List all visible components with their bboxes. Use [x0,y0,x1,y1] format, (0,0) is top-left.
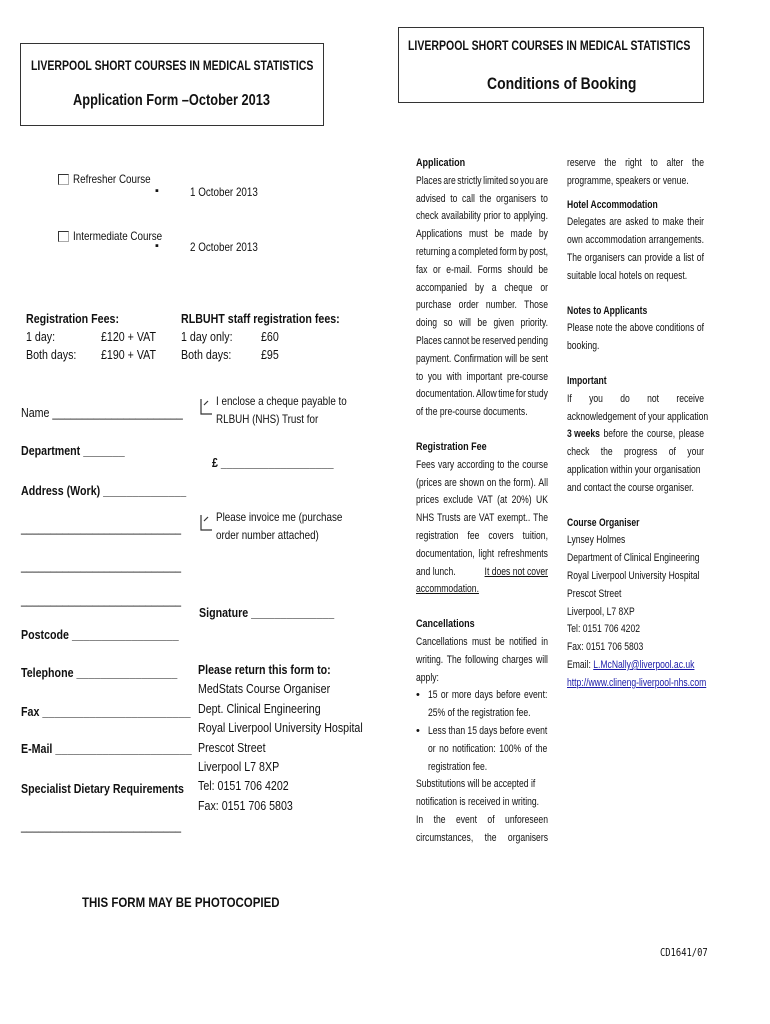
condition-line: suitable local hotels on request. [567,269,688,282]
condition-line: circumstances, the organisers [416,831,548,844]
organiser-line: Department of Clinical Engineering [567,552,700,565]
address-line-4[interactable]: ___________________________ [21,592,182,607]
cheque-option [216,392,375,428]
organiser-email-link[interactable]: L.McNally@liverpool.ac.uk [593,658,695,671]
bullet-icon [416,741,428,759]
organiser-heading: Course Organiser [567,516,640,529]
organiser-line: Lynsey Holmes [567,534,626,547]
condition-line: accompanied by a cheque or [416,281,548,294]
organiser-line: Fax: 0151 706 5803 [567,641,644,654]
cancel-bullet-line [416,723,581,741]
cheque-text-2: RLBUH (NHS) Trust for [216,412,319,426]
condition-line: documentation, light refreshments [416,547,548,560]
organiser-line: Royal Liverpool University Hospital [567,569,700,582]
condition-line: Fees vary according to the course [416,458,548,471]
condition-line: documentation. Allow time for study [416,388,548,401]
left-header-box [20,43,324,126]
dietary-input[interactable]: ___________________________ [21,818,182,833]
fees-heading: Registration Fees: [26,311,120,326]
condition-line: check the progress of your [567,446,704,459]
course-option-intermediate[interactable] [58,229,182,243]
condition-line: NHS Trusts are VAT exempt.. The [416,512,548,525]
condition-line: or no notification: 100% of the [428,742,548,755]
photocopy-note: THIS FORM MAY BE PHOTOCOPIED [82,894,280,910]
refresher-date: 1 October 2013 [190,185,258,199]
organiser-url-link[interactable]: http://www.clineng-liverpool-nhs.com [567,676,707,689]
staff-one-day-label: 1 day only: [181,329,233,344]
address-field[interactable]: Address (Work) ______________ [21,483,187,498]
intermediate-label: Intermediate Course [73,229,163,243]
refresher-checkbox[interactable] [58,174,69,185]
important-weeks-line: 3 weeks before the course, please [567,428,704,441]
email-field[interactable]: E-Mail _______________________ [21,741,192,756]
condition-line: returning a completed form by post, [416,245,548,258]
return-line: Tel: 0151 706 4202 [198,778,289,794]
bullet-icon [416,759,428,777]
dietary-field: Specialist Dietary Requirements [21,781,184,796]
cancel-bullet-line [416,687,581,705]
condition-line: registration fee. [428,760,488,773]
condition-line: registration fee covers tuition, [416,529,548,542]
fee-heading: Registration Fee [416,440,487,453]
condition-line: doing so will be given priority. [416,317,548,330]
condition-line: Places are strictly limited so you are [416,174,548,187]
organiser-line: Tel: 0151 706 4202 [567,623,641,636]
staff-fees [181,310,375,364]
return-heading: Please return this form to: [198,662,331,677]
staff-both-value: £95 [261,347,279,362]
condition-line: If you do not receive [567,392,704,405]
condition-line: Delegates are asked to make their [567,216,704,229]
condition-line: payment. Confirmation will be sent [416,352,548,365]
condition-line: of the pre-course documents. [416,406,528,419]
fee-both-value: £190 + VAT [101,347,157,362]
form-title: Application Form –October 2013 [73,92,271,109]
condition-line: Places cannot be reserved pending [416,334,548,347]
organiser-line: Liverpool, L7 8XP [567,605,635,618]
fee-one-day-label: 1 day: [26,329,56,344]
staff-one-day-value: £60 [261,329,279,344]
return-line: MedStats Course Organiser [198,681,331,697]
intermediate-checkbox[interactable] [58,231,69,242]
condition-line: apply: [416,671,439,684]
condition-line: writing. The following charges will [416,653,548,666]
invoice-text-2: order number attached) [216,528,319,542]
return-line: Fax: 0151 706 5803 [198,797,293,813]
fee-both-label: Both days: [26,347,77,362]
condition-line: Cancellations must be notified in [416,635,548,648]
return-line: Royal Liverpool University Hospital [198,720,363,736]
conditions-column-1 [416,155,581,847]
notes-heading: Notes to Applicants [567,304,648,317]
hotel-heading: Hotel Accommodation [567,198,658,211]
return-line: Prescot Street [198,739,266,755]
amount-field[interactable]: £ ___________________ [212,455,334,470]
fax-field[interactable]: Fax _________________________ [21,704,191,719]
department-field[interactable]: Department _______ [21,443,125,458]
condition-line: acknowledgement of your application [567,410,709,423]
condition-line: Please note the above conditions of [567,322,704,335]
condition-line: booking. [567,340,600,353]
fee-one-day-value: £120 + VAT [101,329,157,344]
condition-line: Applications must be made by [416,228,548,241]
condition-line: 25% of the registration fee. [428,707,531,720]
conditions-title: Conditions of Booking [487,74,637,93]
intermediate-date: 2 October 2013 [190,240,258,254]
postcode-field[interactable]: Postcode __________________ [21,627,179,642]
telephone-field[interactable]: Telephone _________________ [21,665,178,680]
cheque-text-1: I enclose a cheque payable to [216,394,347,408]
left-header-title: LIVERPOOL SHORT COURSES IN MEDICAL STATISTICS [31,58,314,73]
condition-line: reserve the right to alter the [567,157,704,169]
conditions-column-2 [567,155,707,693]
condition-line: The organisers can provide a list of [567,251,704,264]
condition-line: (prices are shown on the form). All [416,476,548,489]
condition-line: Less than 15 days before event [428,724,548,737]
name-field[interactable]: Name ______________________ [21,405,183,420]
condition-line: advised to call the organisers to [416,192,548,205]
address-line-2[interactable]: ___________________________ [21,520,182,535]
bullet-mark: ▪ [155,240,159,252]
condition-line: In the event of unforeseen [416,813,548,826]
return-line: Liverpool L7 8XP [198,759,280,775]
invoice-text-1: Please invoice me (purchase [216,510,343,524]
condition-line: own accommodation arrangements. [567,234,704,247]
cheque-checkbox[interactable] [200,398,214,416]
bullet-icon: • [416,689,420,702]
cancel-bullet-line [416,741,581,759]
footer-code: CD1641/07 [660,946,708,959]
condition-line: application within your organisation [567,463,701,476]
condition-line: fax or e-mail. Forms should be [416,263,548,276]
invoice-checkbox[interactable] [200,514,214,532]
return-line: Dept. Clinical Engineering [198,700,321,716]
address-line-3[interactable]: ___________________________ [21,558,182,573]
condition-line: check availability prior to applying. [416,210,548,223]
staff-both-label: Both days: [181,347,232,362]
cancel-bullet-line [416,705,581,723]
fee-not-covered-line: accommodation. [416,583,479,596]
organiser-line: Prescot Street [567,587,622,600]
right-header-title: LIVERPOOL SHORT COURSES IN MEDICAL STATISTICS [408,38,691,53]
condition-line: prices exclude VAT (at 20%) UK [416,494,548,507]
staff-fees-heading: RLBUHT staff registration fees: [181,311,340,326]
right-header-box [398,27,704,103]
application-heading: Application [416,157,466,169]
cancel-heading: Cancellations [416,618,475,631]
refresher-label: Refresher Course [73,172,151,186]
condition-line: Substitutions will be accepted if [416,778,536,791]
organiser-email-line: Email: L.McNally@liverpool.ac.uk [567,658,695,671]
bullet-icon: • [416,724,420,737]
course-option-refresher[interactable] [58,172,168,186]
condition-line: 15 or more days before event: [428,689,548,702]
bullet-mark: ▪ [155,185,159,197]
important-heading: Important [567,374,607,387]
condition-line: and contact the course organiser. [567,481,694,494]
condition-line: purchase order number. Those [416,299,548,312]
condition-line: programme, speakers or venue. [567,174,689,187]
cancel-bullet-line [416,759,581,777]
fee-not-covered-line: and lunch. It does not cover [416,565,548,578]
condition-line: notification is received in writing. [416,796,540,809]
invoice-option [216,508,370,544]
registration-fees [26,310,157,364]
bullet-icon [416,705,428,723]
return-address [198,660,399,815]
condition-line: to you with important pre-course [416,370,548,383]
signature-field[interactable]: Signature ______________ [199,605,335,620]
